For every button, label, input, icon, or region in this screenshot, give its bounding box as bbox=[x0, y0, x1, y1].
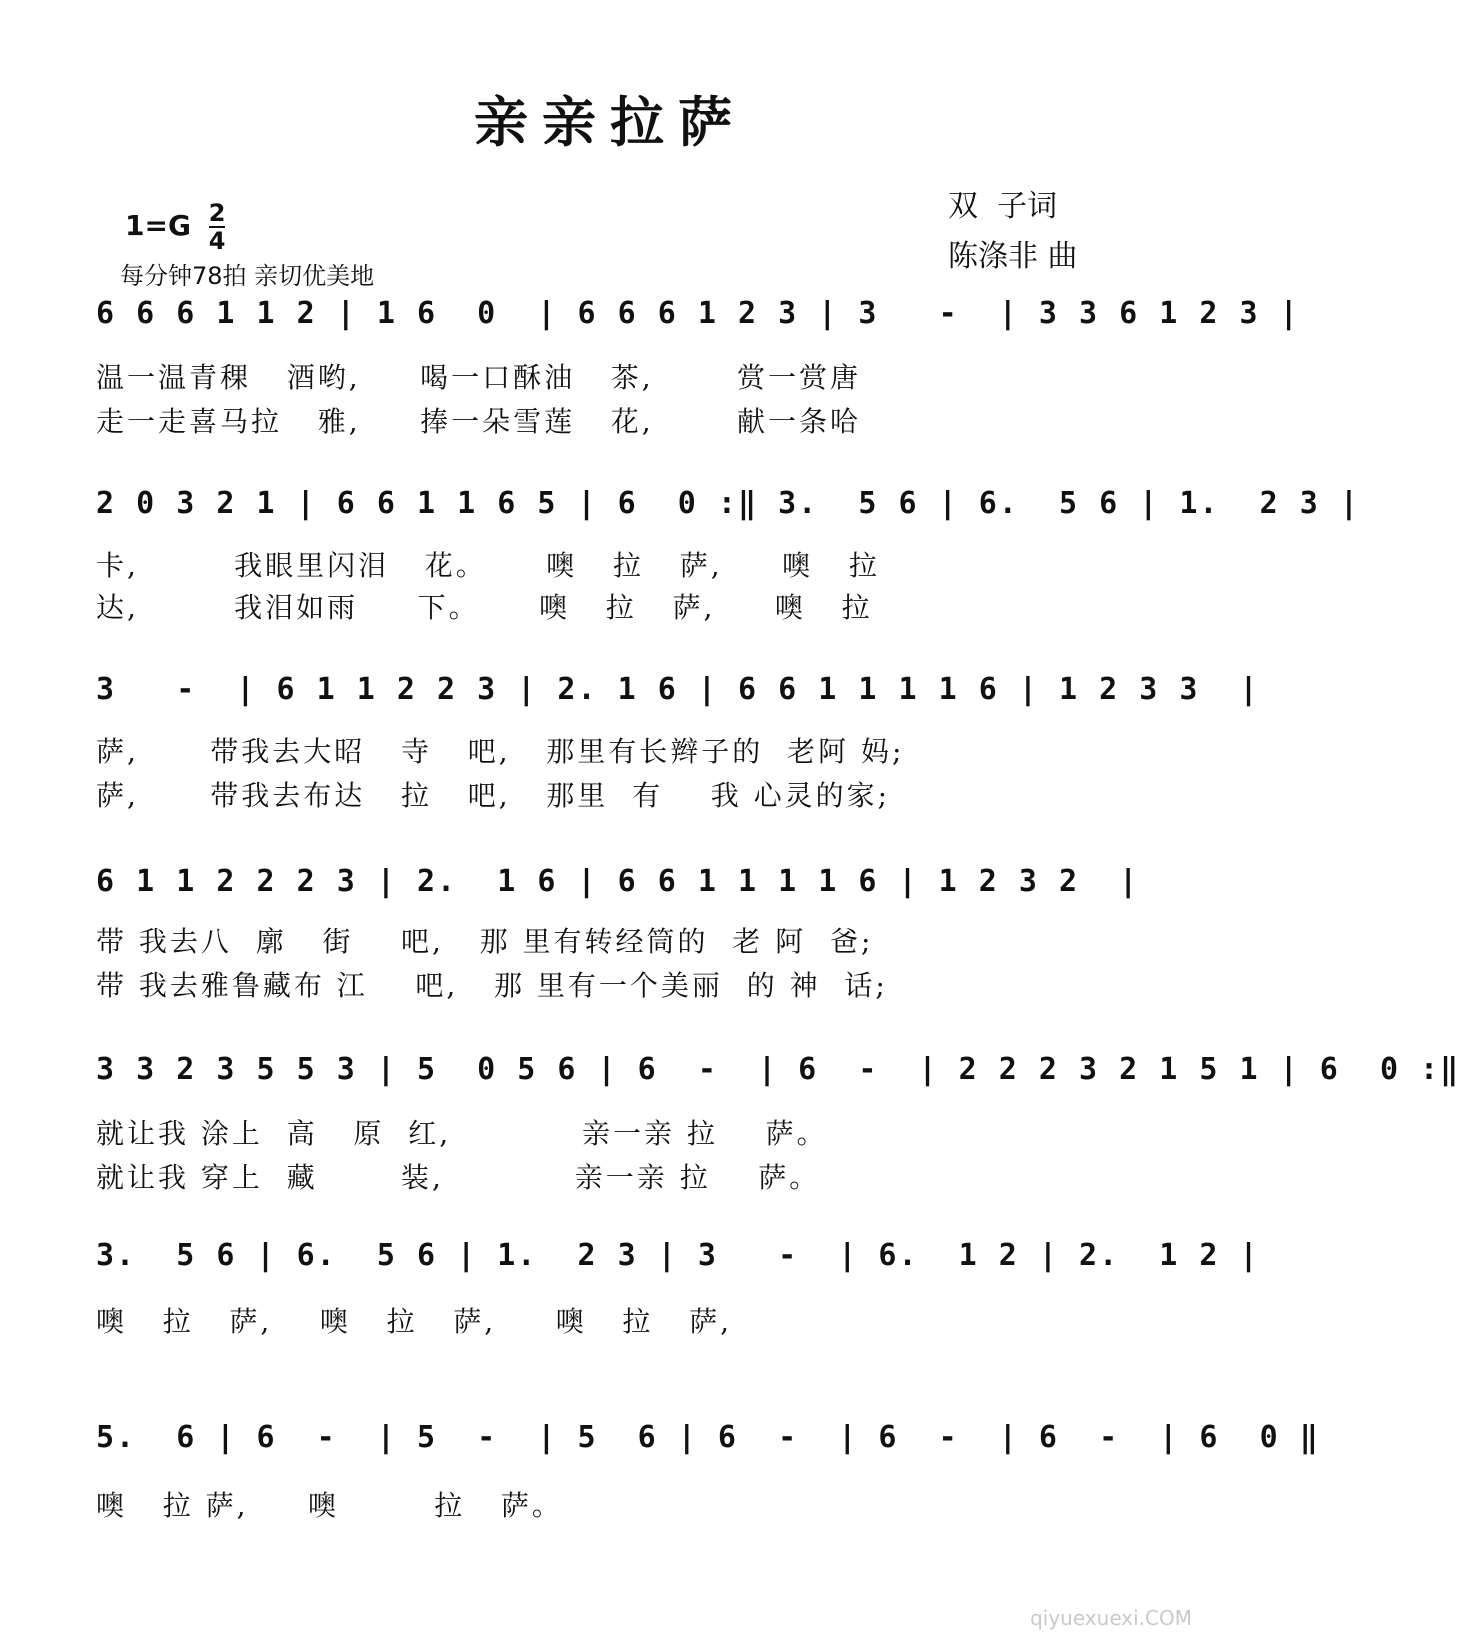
notation-line: 2 0 3 2 1 | 6 6 1 1 6 5 | 6 0 :‖ 3. 5 6 | 6. 5 6 | 1. 2 3 | bbox=[96, 486, 1360, 521]
lyrics-verse-2: 就让我 穿上 藏 装, 亲一亲 拉 萨。 bbox=[96, 1161, 821, 1194]
watermark: qiyuexuexi.COM bbox=[1030, 1606, 1192, 1630]
notation-line: 3 - | 6 1 1 2 2 3 | 2. 1 6 | 6 6 1 1 1 1 6 | 1 2 3 3 | bbox=[96, 672, 1260, 707]
lyrics-verse-2: 走一走喜马拉 雅, 捧一朵雪莲 花, 献一条哈 bbox=[96, 405, 862, 438]
time-signature-bottom: 4 bbox=[208, 227, 226, 255]
lyrics-verse-1: 噢 拉 萨, 噢 拉 萨。 bbox=[96, 1489, 563, 1522]
song-title: 亲亲拉萨 bbox=[474, 90, 746, 154]
lyrics-verse-1: 温一温青稞 酒哟, 喝一口酥油 茶, 赏一赏唐 bbox=[96, 361, 862, 394]
lyrics-verse-2: 达, 我泪如雨 下。 噢 拉 萨, 噢 拉 bbox=[96, 591, 873, 624]
notation-line: 6 6 6 1 1 2 | 1 6 0 | 6 6 6 1 2 3 | 3 - | 3 3 6 1 2 3 | bbox=[96, 296, 1300, 331]
notation-line: 3. 5 6 | 6. 5 6 | 1. 2 3 | 3 - | 6. 1 2 | 2. 1 2 | bbox=[96, 1238, 1260, 1273]
lyricist: 双 子词 bbox=[948, 189, 1058, 224]
tempo-marking: 每分钟78拍 亲切优美地 bbox=[120, 262, 375, 290]
lyrics-verse-2: 萨, 带我去布达 拉 吧, 那里 有 我 心灵的家; bbox=[96, 779, 891, 812]
time-signature-top: 2 bbox=[208, 199, 226, 227]
notation-line: 5. 6 | 6 - | 5 - | 5 6 | 6 - | 6 - | 6 - | 6 0 ‖ bbox=[96, 1420, 1320, 1455]
lyrics-verse-1: 就让我 涂上 高 原 红, 亲一亲 拉 萨。 bbox=[96, 1117, 828, 1150]
lyrics-verse-1: 带 我去八 廓 街 吧, 那 里有转经筒的 老 阿 爸; bbox=[96, 925, 874, 958]
lyrics-verse-1: 萨, 带我去大昭 寺 吧, 那里有长辫子的 老阿 妈; bbox=[96, 735, 905, 768]
lyrics-verse-1: 卡, 我眼里闪泪 花。 噢 拉 萨, 噢 拉 bbox=[96, 549, 880, 582]
credits bbox=[948, 182, 1078, 282]
notation-line: 3 3 2 3 5 5 3 | 5 0 5 6 | 6 - | 6 - | 2 2 2 3 2 1 5 1 | 6 0 :‖ bbox=[96, 1052, 1460, 1087]
notation-line: 6 1 1 2 2 2 3 | 2. 1 6 | 6 6 1 1 1 1 6 | 1 2 3 2 | bbox=[96, 864, 1140, 899]
lyrics-verse-2: 带 我去雅鲁藏布 江 吧, 那 里有一个美丽 的 神 话; bbox=[96, 969, 888, 1002]
key-signature bbox=[125, 200, 225, 254]
lyrics-verse-1: 噢 拉 萨, 噢 拉 萨, 噢 拉 萨, bbox=[96, 1305, 733, 1338]
composer: 陈涤非 曲 bbox=[948, 239, 1078, 274]
key-label: 1=G bbox=[125, 209, 191, 242]
time-signature bbox=[209, 200, 226, 254]
